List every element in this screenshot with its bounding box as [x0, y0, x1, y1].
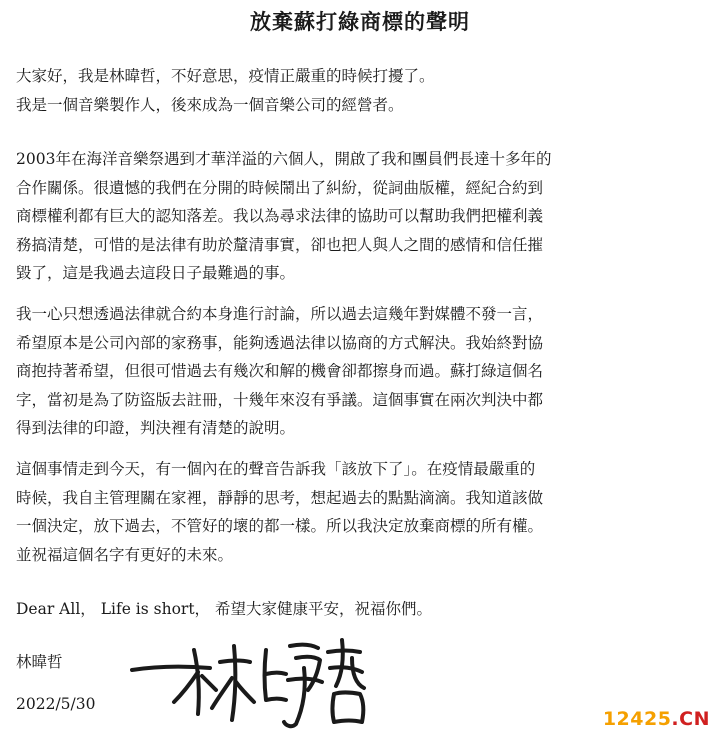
signer-name: 林暐哲 [16, 653, 63, 671]
text-line: 大家好，我是林暐哲，不好意思，疫情正嚴重的時候打擾了。 [16, 67, 435, 85]
text-line: 2003年在海洋音樂祭遇到才華洋溢的六個人，開啟了我和團員們長達十多年的 [16, 150, 552, 168]
watermark-number: 12425 [602, 708, 672, 730]
text-line: 務搞清楚，可惜的是法律有助於釐清事實，卻也把人與人之間的感情和信任摧 [16, 235, 544, 254]
text-line: 商標權利都有巨大的認知落差。我以為尋求法律的協助可以幫助我們把權利義 [16, 207, 544, 225]
text-line: 時候，我自主管理關在家裡，靜靜的思考，想起過去的點點滴滴。我知道該做 [16, 488, 544, 507]
paragraph-greeting [16, 62, 712, 119]
handwritten-signature [128, 628, 368, 738]
text-line: 希望原本是公司內部的家務事，能夠透過法律以協商的方式解決。我始終對協 [16, 333, 544, 352]
text-line: 這個事情走到今天，有一個內在的聲音告訴我「該放下了」。在疫情最嚴重的 [16, 460, 536, 478]
signature-date: 2022/5/30 [16, 695, 96, 713]
text-line: 一個決定，放下過去，不管好的壞的都一樣。所以我決定放棄商標的所有權。 [16, 517, 544, 535]
text-line: 我是一個音樂製作人，後來成為一個音樂公司的經營者。 [16, 95, 404, 114]
text-line: 我一心只想透過法律就合約本身進行討論，所以過去這幾年對媒體不發一言， [16, 305, 544, 323]
text-line: 商抱持著希望，但很可惜過去有幾次和解的機會卻都擦身而過。蘇打綠這個名 [16, 362, 544, 380]
text-line: 得到法律的印證，判決裡有清楚的說明。 [16, 419, 296, 437]
site-watermark [603, 708, 710, 730]
text-line: 字，當初是為了防盜版去註冊，十幾年來沒有爭議。這個事實在兩次判決中都 [16, 390, 544, 409]
text-line: 毀了，這是我過去這段日子最難過的事。 [16, 264, 296, 282]
paragraph-history [16, 145, 712, 288]
paragraph-decision [16, 455, 712, 569]
closing-line: Dear All， Life is short， 希望大家健康平安，祝福你們。 [16, 600, 432, 618]
watermark-tld: .CN [671, 708, 710, 730]
text-line: 並祝福這個名字有更好的未來。 [16, 545, 234, 564]
paragraph-legal [16, 300, 712, 443]
text-line: 合作關係。很遺憾的我們在分開的時候鬧出了糾紛，從詞曲版權，經紀合約到 [16, 178, 544, 197]
document-title: 放棄蘇打綠商標的聲明 [250, 9, 470, 34]
